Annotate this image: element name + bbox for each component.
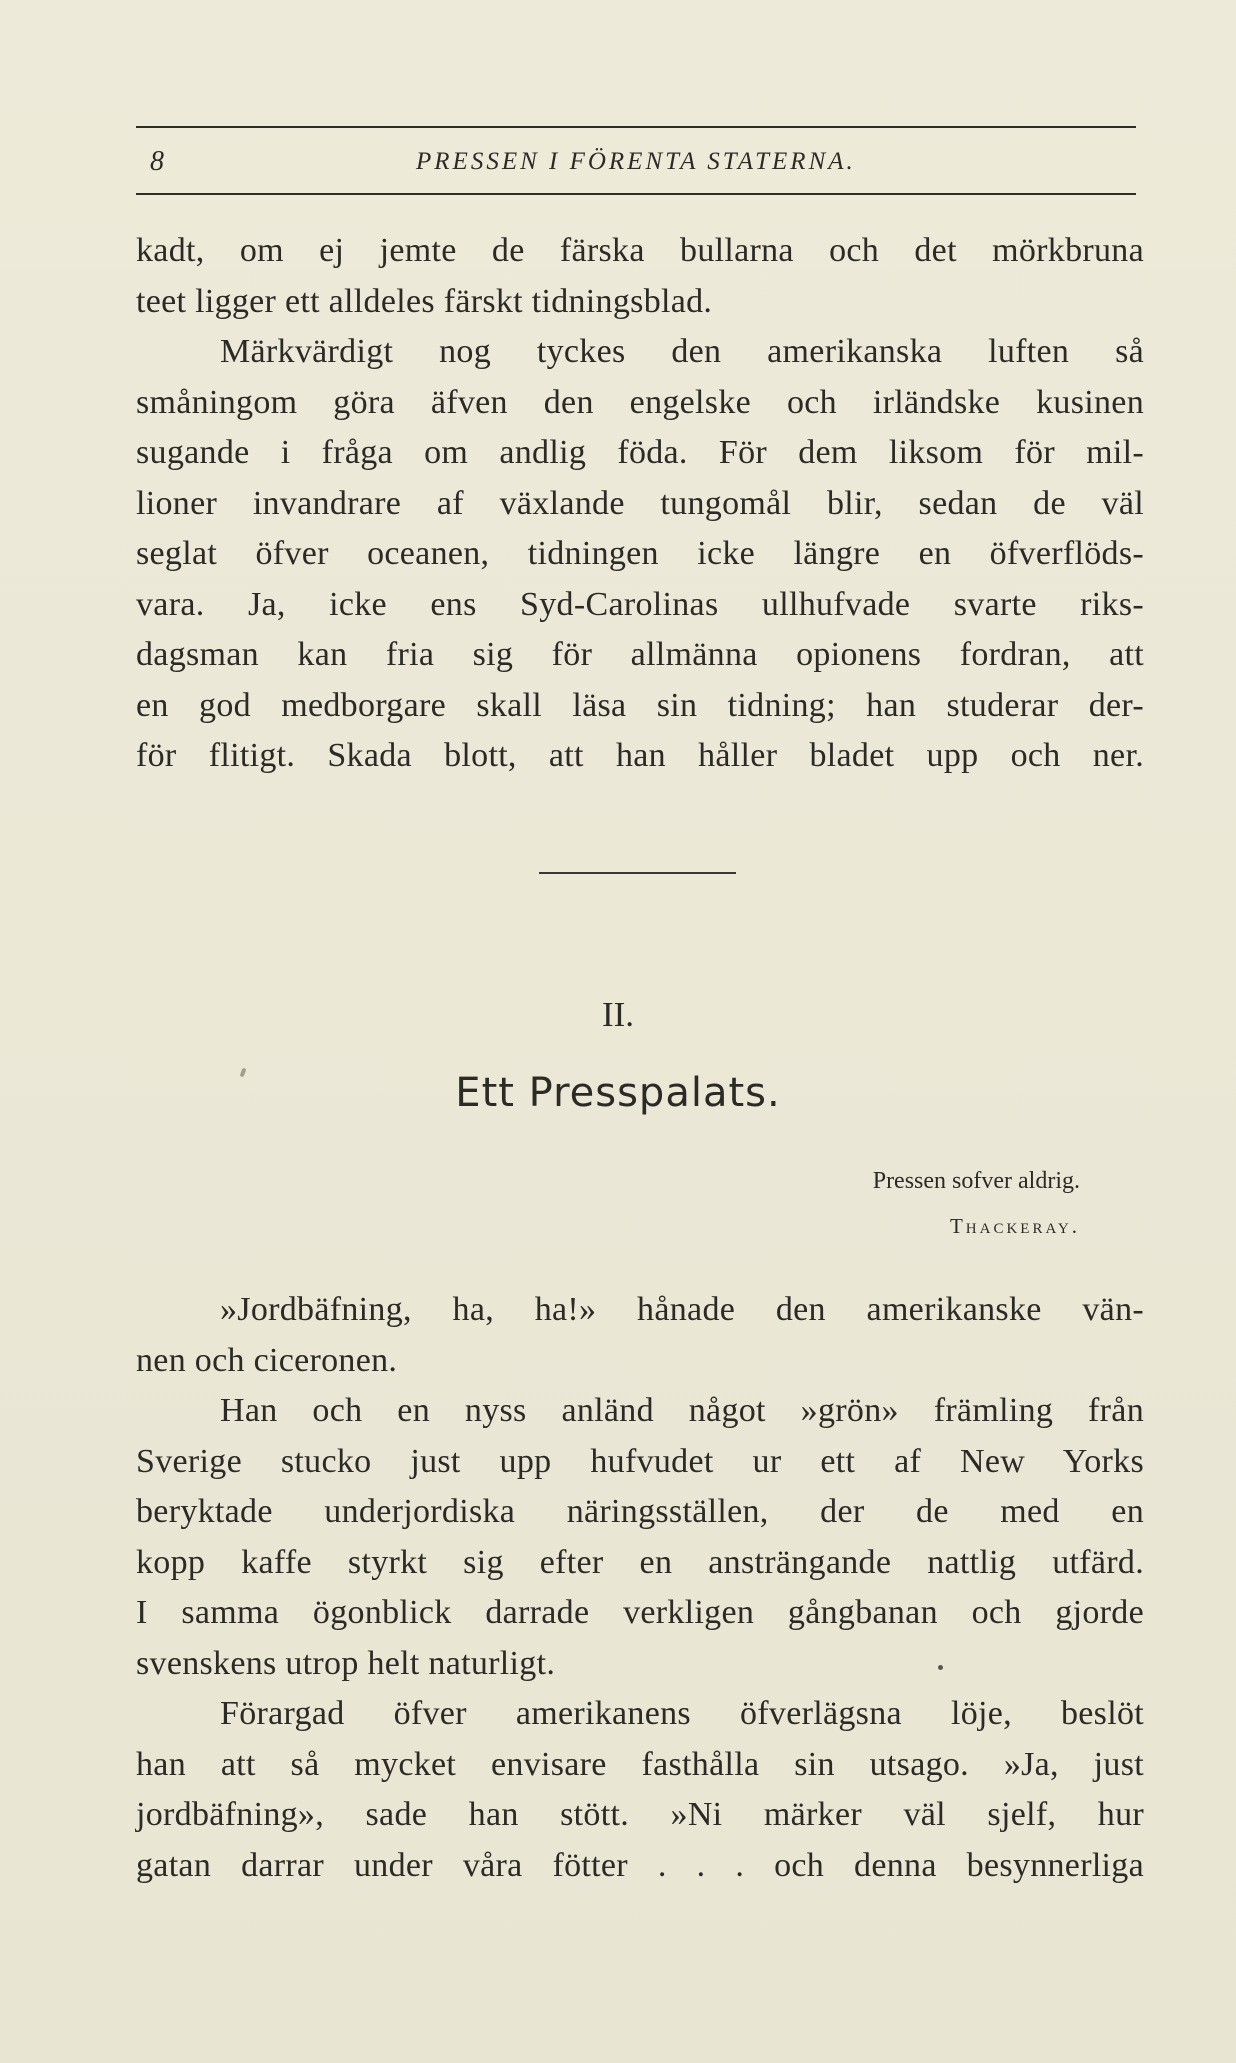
text-line: »Jordbäfning, ha, ha!» hånade den amerikanske vän-	[220, 1291, 1144, 1328]
epigraph-quote: Pressen sofver aldrig.	[872, 1168, 1080, 1194]
text-line: beryktade underjordiska näringsställen, der de med en	[136, 1493, 1144, 1530]
epigraph-author: Thackeray.	[949, 1214, 1080, 1238]
running-title: PRESSEN I FÖRENTA STATERNA.	[416, 148, 856, 175]
text-line: Märkvärdigt nog tyckes den amerikanska luften så	[220, 333, 1144, 370]
page-number: 8	[150, 146, 164, 177]
text-line: vara. Ja, icke ens Syd-Carolinas ullhufvade svarte riks-	[136, 585, 1144, 623]
paragraph-earthquake	[136, 1285, 1144, 1386]
running-head	[136, 140, 1136, 184]
header-bottom-rule	[136, 193, 1136, 195]
paragraph-continuation	[136, 226, 1144, 327]
ink-dot	[938, 1665, 943, 1670]
text-line: I samma ögonblick darrade verkligen gångbanan och gjorde	[136, 1594, 1144, 1631]
text-line: Sverige stucko just upp hufvudet ur ett af New Yorks	[136, 1442, 1144, 1480]
text-line: Förargad öfver amerikanens öfverlägsna löje, beslöt	[220, 1695, 1144, 1732]
paragraph-annoyed	[136, 1689, 1144, 1891]
section-separator	[539, 872, 736, 874]
chapter-number: II.	[601, 995, 635, 1034]
paragraph-stranger	[136, 1386, 1144, 1689]
text-line: jordbäfning», sade han stött. »Ni märker väl sjelf, hur	[136, 1796, 1144, 1833]
text-line: seglat öfver oceanen, tidningen icke längre en öfverflöds-	[136, 535, 1144, 572]
text-line: en god medborgare skall läsa sin tidning; han studerar der-	[136, 686, 1144, 724]
paragraph-american-air	[136, 327, 1144, 782]
text-line: dagsman kan fria sig för allmänna opionens fordran, att	[136, 636, 1144, 673]
text-line: nen och ciceronen.	[136, 1341, 398, 1379]
text-line: lioner invandrare af växlande tungomål blir, sedan de väl	[136, 484, 1144, 522]
text-line: för flitigt. Skada blott, att han håller bladet upp och ner.	[136, 737, 1144, 774]
text-line: kadt, om ej jemte de färska bullarna och det mörkbruna	[136, 232, 1144, 269]
text-line: sugande i fråga om andlig föda. För dem liksom för mil-	[136, 434, 1144, 471]
text-line: gatan darrar under våra fötter . . . och denna besynnerliga	[136, 1846, 1144, 1884]
text-line: han att så mycket envisare fasthålla sin utsago. »Ja, just	[136, 1745, 1144, 1783]
text-line: teet ligger ett alldeles färskt tidningsblad.	[136, 282, 713, 320]
header-top-rule	[136, 126, 1136, 128]
text-line: svenskens utrop helt naturligt.	[136, 1644, 556, 1682]
text-line: Han och en nyss anländ något »grön» främling från	[220, 1392, 1144, 1429]
text-line: kopp kaffe styrkt sig efter en ansträngande nattlig utfärd.	[136, 1543, 1144, 1581]
chapter-title: Ett Presspalats.	[455, 1070, 781, 1116]
text-line: småningom göra äfven den engelske och irländske kusinen	[136, 383, 1144, 421]
